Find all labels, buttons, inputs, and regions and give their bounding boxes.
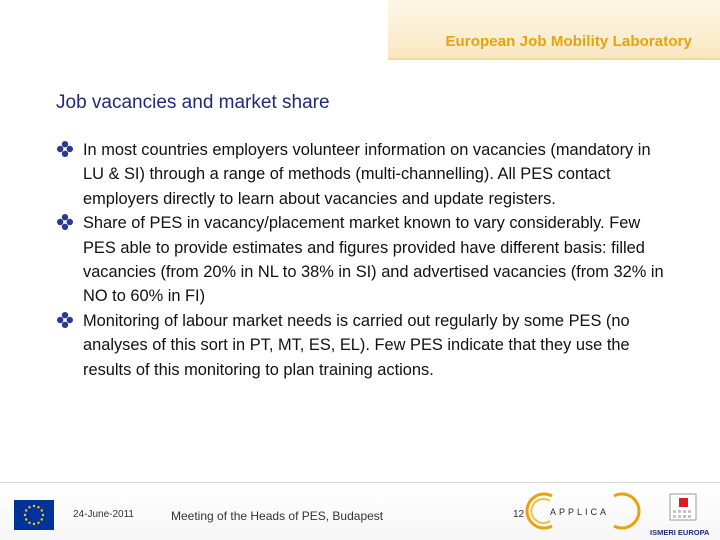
bullet-text: Share of PES in vacancy/placement market known to vary considerably. Few PES able to provide estimates and figures provided have different basis: filled vacancies (from 20% in NL to 38% in SI) and advertised vacancies (from 32% in NO to 60% in FI) (83, 214, 664, 306)
slide-title: Job vacancies and market share (56, 92, 330, 113)
eu-star-icon (42, 514, 44, 516)
eu-star-icon (33, 523, 35, 525)
bullet-item (56, 309, 666, 382)
bullet-text: Monitoring of labour market needs is carried out regularly by some PES (no analyses of this sort in PT, MT, ES, EL). Few PES indicate that they use the results of this monitoring to plan training actions. (83, 311, 630, 379)
header-brand: European Job Mobility Laboratory (445, 33, 692, 50)
footer-meeting: Meeting of the Heads of PES, Budapest (171, 509, 384, 523)
bullet-item (56, 138, 666, 211)
eu-star-icon (37, 522, 39, 524)
eu-star-icon (33, 505, 35, 507)
bullet-list (56, 138, 666, 382)
header-divider (388, 58, 720, 60)
ismeri-wordmark: ISMERI EUROPA (650, 528, 710, 537)
footer-date: 24-June-2011 (73, 509, 134, 520)
eu-star-icon (25, 518, 27, 520)
eu-flag-icon (14, 500, 54, 530)
diamond-bullet-icon (56, 311, 74, 329)
ismeri-europa-logo (648, 492, 718, 538)
eu-star-icon (28, 506, 30, 508)
page-number: 12 (513, 509, 525, 520)
eu-star-icon (37, 506, 39, 508)
eu-star-icon (24, 514, 26, 516)
diamond-bullet-icon (56, 213, 74, 231)
eu-star-icon (25, 509, 27, 511)
eu-star-icon (28, 522, 30, 524)
applica-wordmark: APPLICA (550, 507, 610, 517)
diamond-bullet-icon (56, 140, 74, 158)
eu-star-icon (41, 509, 43, 511)
bullet-text: In most countries employers volunteer information on vacancies (mandatory in LU & SI) through a range of methods (multi-channelling). All PES contact employers directly to learn about vacancies and update registers. (83, 141, 651, 208)
applica-logo (522, 490, 644, 532)
bullet-item (56, 211, 666, 309)
eu-star-icon (41, 518, 43, 520)
